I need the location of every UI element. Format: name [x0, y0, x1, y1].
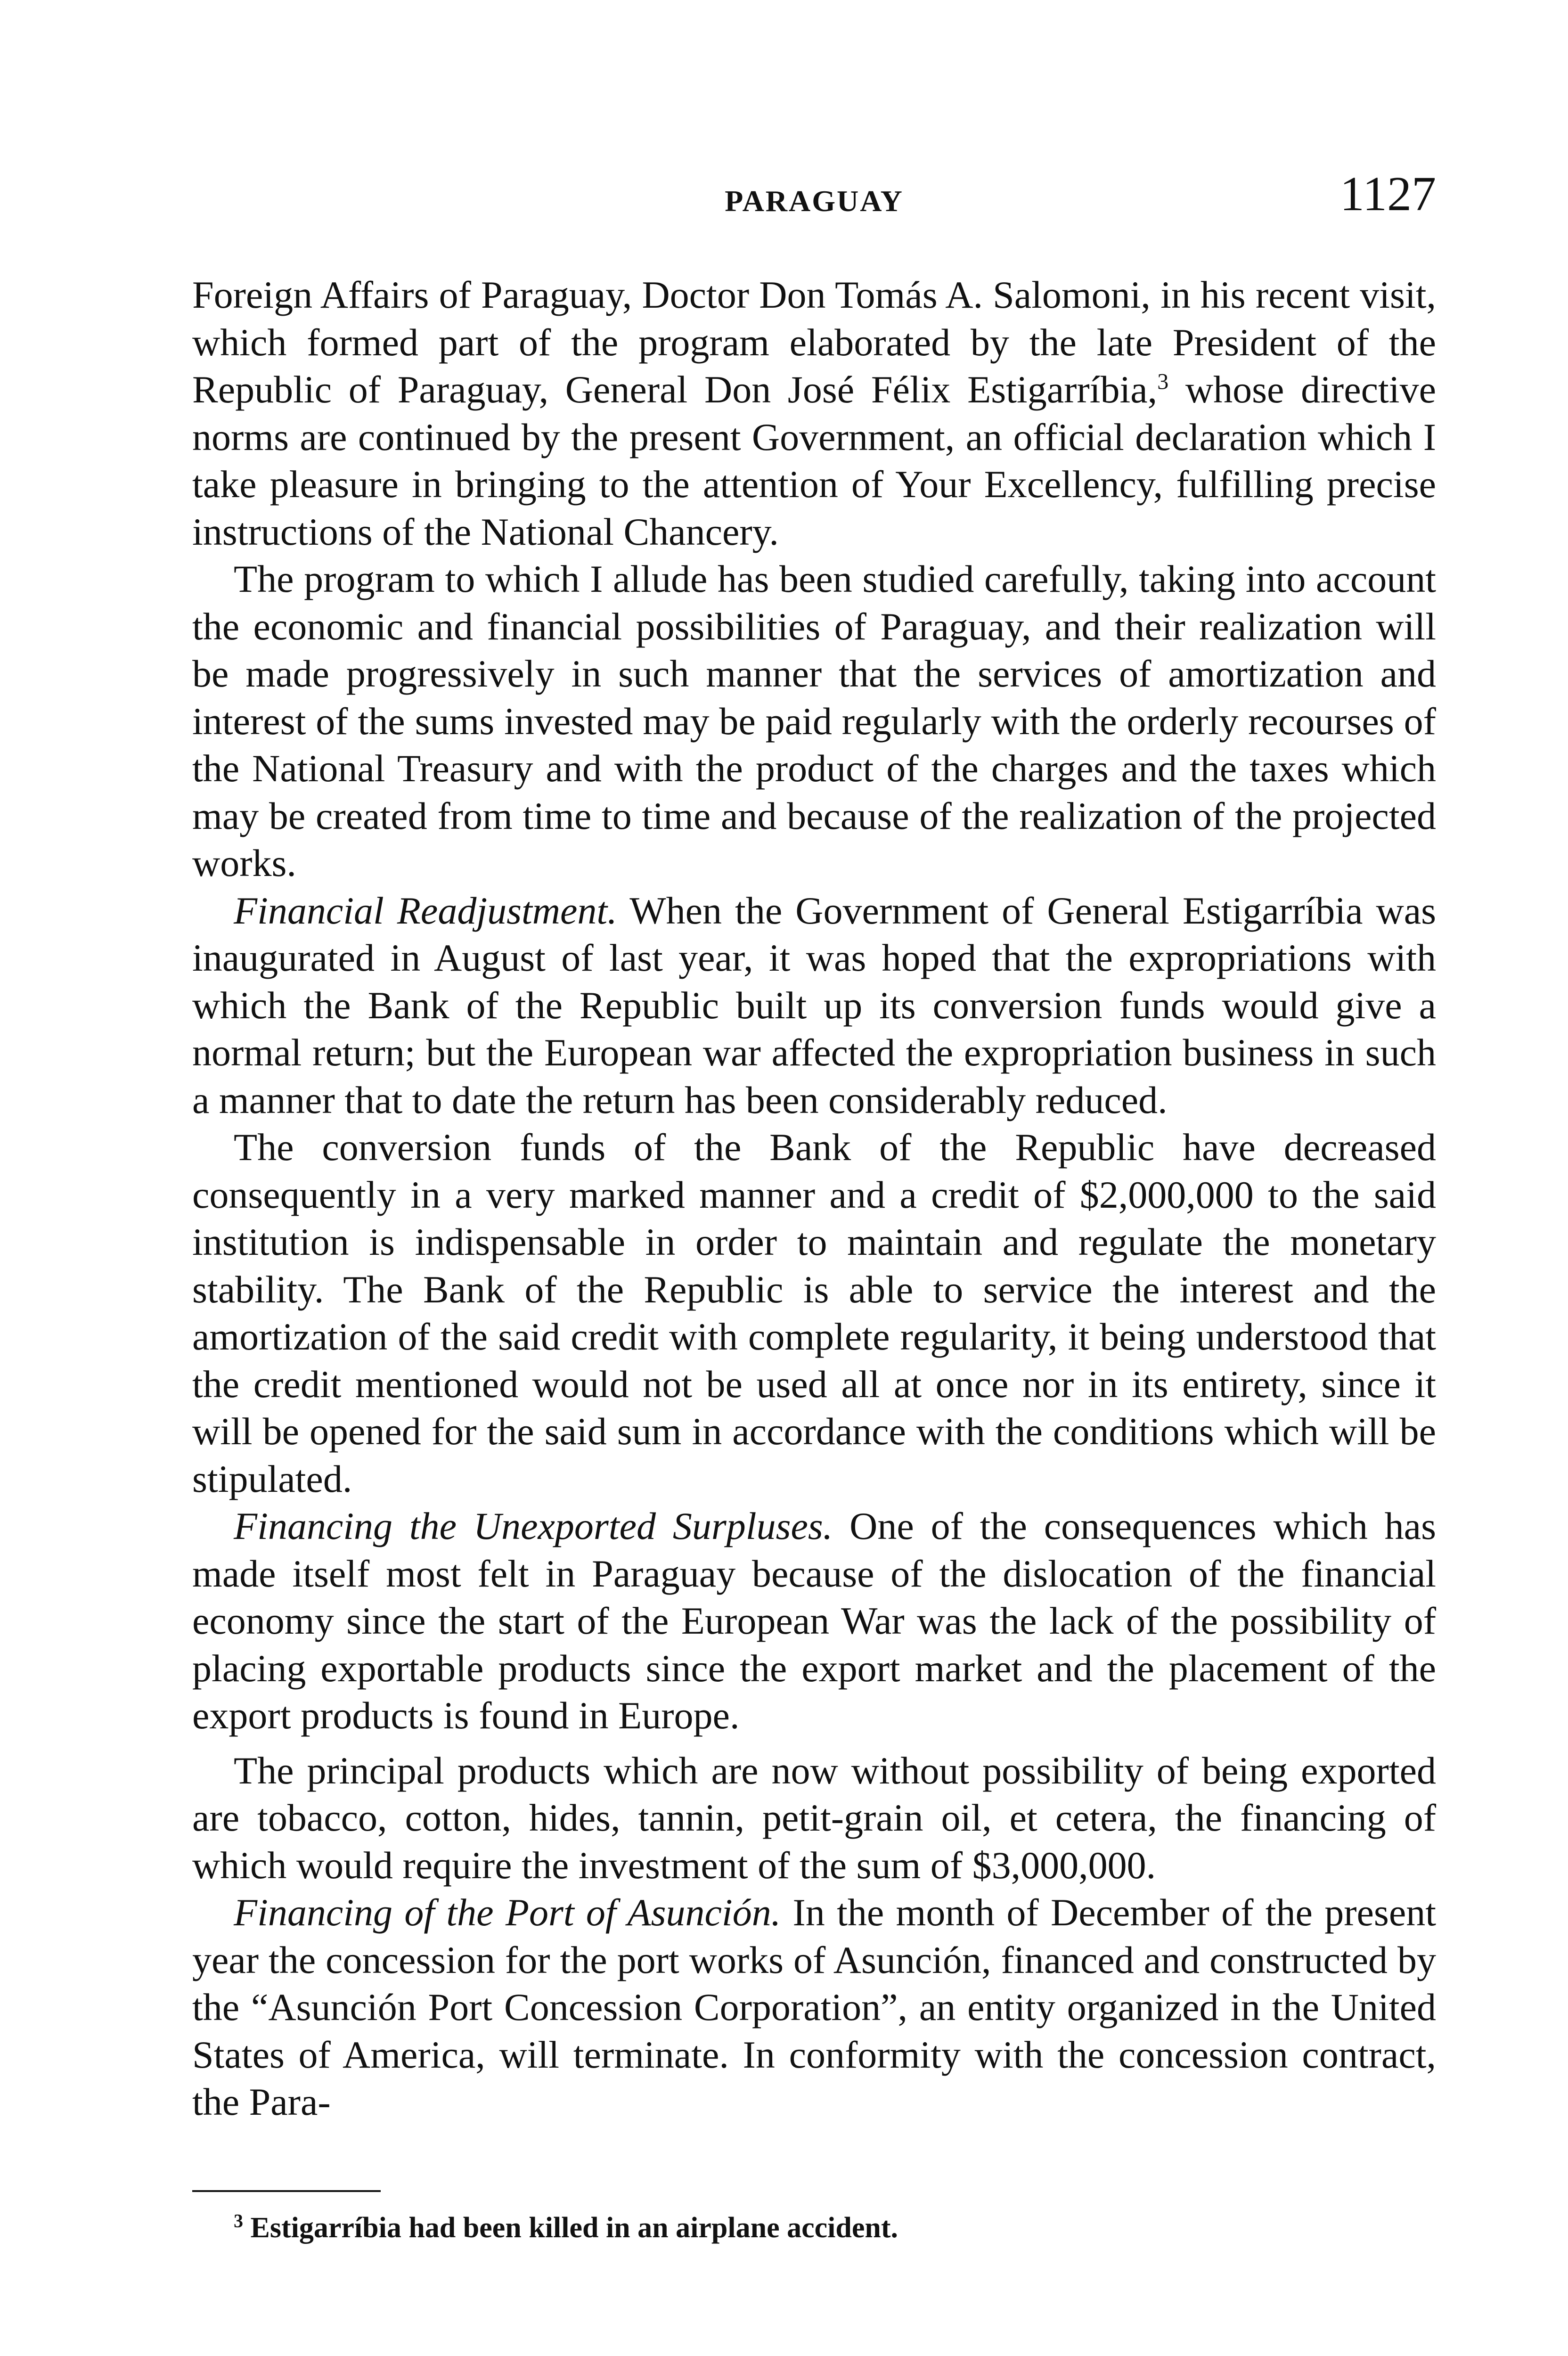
paragraph-text: When the Government of General Estigarríbia was inaugurated in August of last year, it was hoped that the expropriations with which the Bank of the Republic built up its conversion funds would give a normal return; but the European war affected the expropriation business in such a manner that to date the return has been considerably reduced.	[192, 889, 1436, 1121]
paragraph	[192, 1503, 1436, 1740]
footnote-text: Estigarríbia had been killed in an airplane accident.	[250, 2211, 898, 2244]
paragraph	[192, 1124, 1436, 1503]
paragraph-text: whose directive norms are continued by the present Government, an official declaration which I take pleasure in bringing to the attention of Your Excellency, fulfilling precise instructions of the National Chancery.	[192, 368, 1436, 553]
section-heading: Financial Readjustment.	[234, 889, 617, 932]
section-heading: Financing the Unexported Surpluses.	[234, 1505, 833, 1547]
page-number: 1127	[1339, 167, 1436, 221]
paragraph-text: The program to which I allude has been studied carefully, taking into account the economic and financial possibilities of Paraguay, and their realization will be made progressively in such manner that the services of amortization and interest of the sums invested may be paid regularly with the orderly recourses of the National Treasury and with the product of the charges and the taxes which may be created from time to time and because of the realization of the projected works.	[192, 557, 1436, 884]
paragraph-text: In the month of December of the present year the concession for the port works of Asunción, financed and constructed by the “Asunción Port Concession Corporation”, an entity organized in the United States of America, will terminate. In conformity with the concession contract, the Para-	[192, 1891, 1436, 2123]
paragraph-text: Foreign Affairs of Paraguay, Doctor Don Tomás A. Salomoni, in his recent visit, which formed part of the program elaborated by the late President of the Republic of Paraguay, General Don José Félix Estigarríbia,	[192, 273, 1436, 411]
paragraph	[192, 556, 1436, 887]
footnote-divider	[192, 2190, 381, 2192]
document-page	[192, 167, 1436, 2247]
paragraph	[192, 1747, 1436, 1890]
section-heading: Financing of the Port of Asunción.	[234, 1891, 781, 1934]
footnote-marker: 3	[234, 2209, 243, 2231]
body-text	[192, 271, 1436, 2126]
paragraph	[192, 1889, 1436, 2126]
paragraph-text: The conversion funds of the Bank of the Republic have decreased consequently in a very marked manner and a credit of $2,000,000 to the said institution is indispensable in order to maintain and regulate the monetary stability. The Bank of the Republic is able to service the interest and the amortization of the said credit with complete regularity, it being understood that the credit mentioned would not be used all at once nor in its entirety, since it will be opened for the said sum in accordance with the conditions which will be stipulated.	[192, 1126, 1436, 1500]
page-header	[192, 167, 1436, 226]
paragraph-text: The principal products which are now without possibility of being exported are tobacco, cotton, hides, tannin, petit-grain oil, et cetera, the financing of which would require the investment of the sum of $3,000,000.	[192, 1749, 1436, 1887]
footnote-reference: 3	[1157, 369, 1169, 394]
running-head: PARAGUAY	[725, 184, 904, 218]
paragraph	[192, 887, 1436, 1124]
paragraph-text: One of the consequences which has made itself most felt in Paraguay because of the dislocation of the financial economy since the start of the European War was the lack of the possibility of placing exportable products since the export market and the placement of the export products is found in Europe.	[192, 1505, 1436, 1737]
paragraph-continued	[192, 271, 1436, 556]
footnote	[192, 2209, 1436, 2247]
